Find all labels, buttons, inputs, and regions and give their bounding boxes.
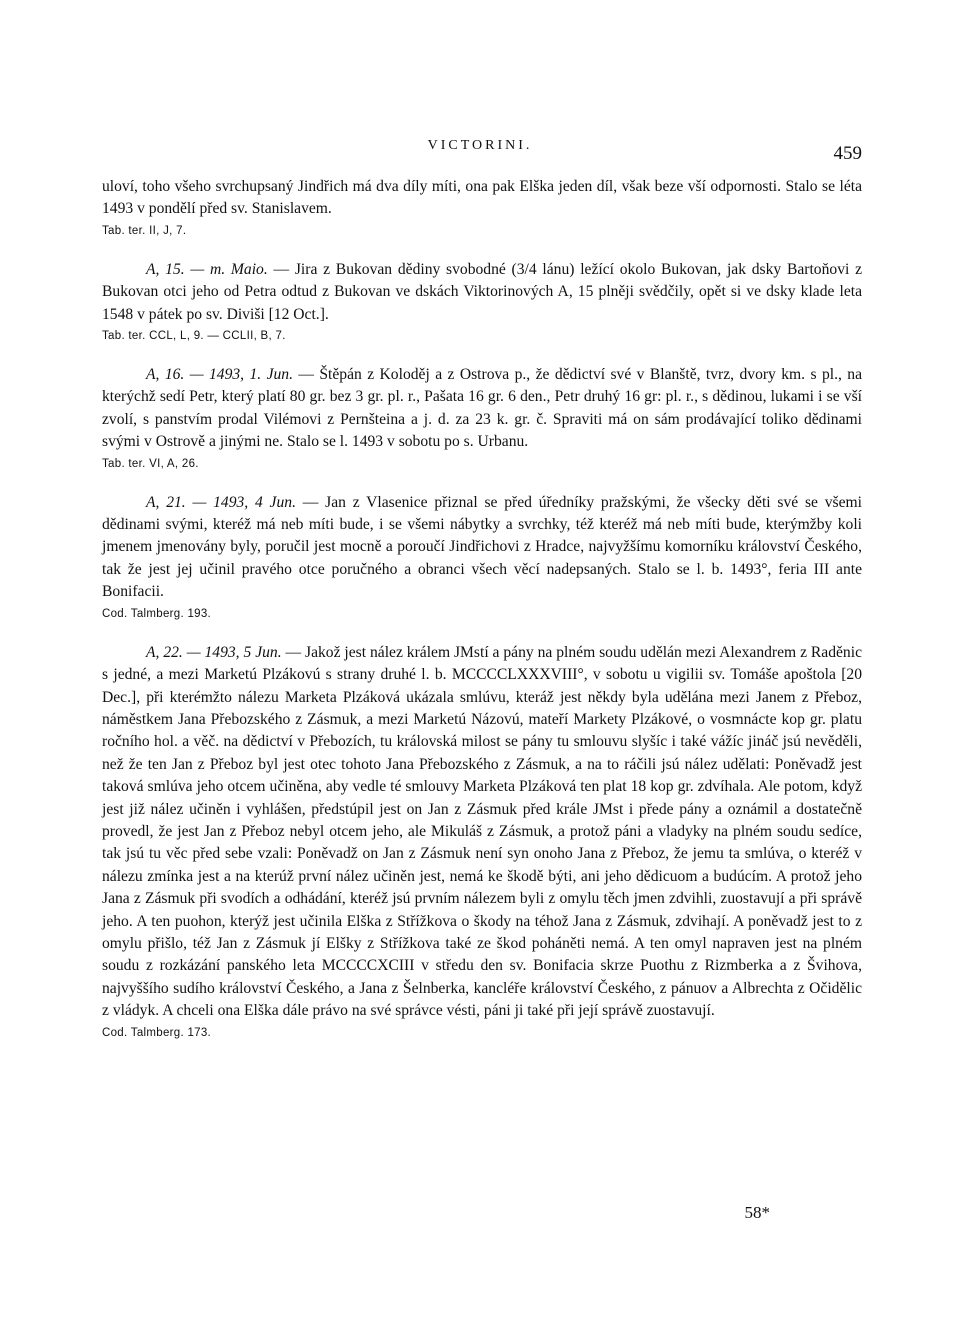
entry-continuation-text: uloví, toho všeho svrchupsaný Jindřich má dva díly míti, ona pak Elška jeden díl, však beze vší odpornosti. Stalo se léta 1493 v pondělí před sv. Stanislavem. <box>102 178 862 218</box>
entry-a15 <box>102 259 862 326</box>
entry-text: — Jan z Vlasenice přiznal se před úředníky pražskými, že všecky děti své se všemi dědinami svými, kteréž má neb míti bude, i se všemi nábytky a svrchky, též kteréž má neb míti bude, kterýmžby koli jmenem jmenovány byly, poručil jest mocně a poroučí Jindřichovi z Hradce, najvyžšímu komorníku království Českého, tak že jest jej učinil pravého otce poručného a obranci všech věcí nadepsaných. Stalo se l. b. 1493°, feria III ante Bonifacii. <box>102 493 862 601</box>
page-body <box>102 176 862 1043</box>
entry-heading: A, 16. — 1493, 1. Jun. <box>146 366 293 384</box>
entry-source: Tab. ter. VI, A, 26. <box>102 457 199 470</box>
entry-a22 <box>102 642 862 1023</box>
entry-heading: A, 15. — m. Maio. <box>146 260 268 278</box>
page-number: 459 <box>833 143 862 164</box>
entry-heading: A, 22. — 1493, 5 Jun. <box>146 643 282 661</box>
entry-source: Cod. Talmberg. 193. <box>102 607 212 620</box>
entry-a16 <box>102 364 862 454</box>
entry-text: — Jira z Bukovan dědiny svobodné (3/4 lánu) ležící okolo Bukovan, jak dsky Bartoňovi z Bukovan otci jeho od Petra odtud z Bukovan ve dskách Viktorinových A, 15 plněji svědčily, opět si ve dsky klade leta 1548 v pátek po sv. Diviši [12 Oct.]. <box>102 260 862 323</box>
signature-mark: 58* <box>744 1203 770 1222</box>
entry-text: — Štěpán z Koloděj a z Ostrova p., že dědictví své v Blanště, tvrz, dvory km. s pl., na kterýchž sedí Petr, který platí 80 gr. bez 3 gr. pl. r., Pašata 16 gr. 6 den., Petr druhý 16 gr: pl. r., s dědinou, lukami i se vší zvolí, s panstvím prodal Vilémovi z Pernšteina a j. d. za 23 k. gr. č. Spraviti má on sám prodávající toliko dědinami svými v Ostrově a jinými ne. Stalo se l. 1493 v sobotu po s. Urbanu. <box>102 366 862 451</box>
entry-text: — Jakož jest nález králem JMstí a pány na plném soudu udělán mezi Alexandrem z Raděnic s jedné, a mezi Marketú Plzákovú s strany druhé l. b. MCCCCLXXXVIII°, v sobotu u vigilii sv. Tomáše apoštola [20 Dec.], při kterémžto nálezu Marketa Plzáková ukázala smlúvu, kteráž jest někdy byla udělána mezi Janem z Přeboz, náměstkem Jana Přebozského z Zásmuk, a mezi Marketú Názovú, mateří Markety Plzákové, o vosmnácte kop gr. platu ročního hol. a věč. na dědictví v Přebozích, tu královská milost se pány tu smlouvu slyšíc i také vážíc jináč jsú nevěděli, než že ten Jan z Přeboz byl jest otec tohoto Jana Přebozského z Zásmuk, a na to ráčili jsú nález udělati: Poněvadž jest taková smlúva jeho otcem učiněna, aby vedle té smlouvy Marketa Plzáková ten plat 18 kop gr. zdvíhala. Ale potom, když jest již nález učiněn i vyhlášen, předstúpil jest on Jan z Zásmuk před krále JMst i přede pány a oznámil a dostatečně provedl, že jest Jan z Přeboz nebyl otcem jeho, ale Mikuláš z Zásmuk, a protož páni a vladyky na plném soudu sedíce, tak jsú tu věc před sebe vzali: Poněvadž on Jan z Zásmuk není syn onoho Jana z Přeboz, že jemu ta smlúva, o kteréž v nálezu zmínka jest a na kterúž první nález učiněn jest, nemá ke škodě býti, ani jeho dědicuom a budúcím. A protož jeho Jana z Zásmuk při svodích a odhádání, kteréž jsú prvním nálezem byli z omylu těch jmen zdvihli, zuostavují a při správě jeho. A ten puohon, kterýž jest učinila Elška z Střížkova o škody na téhož Jana z Zásmuk, zdvihají. A poněvadž jest to z omylu přišlo, též Jan z Zásmuk jí Elšky z Střížkova také ze škod poháněti nemá. A ten omyl napraven jest na plném soudu z rozkázání panského leta MCCCCXCIII v středu den sv. Bonifacia skrze Puothu z Rizmberka a z Švihova, najvyššího sudího království Českého, a Jana z Šelnberka, kancléře království Českého, z pánuov a Albrechta z Očidělic z vládyk. A chceli ona Elška dále právo na své správce vésti, páni ji také při její správě zuostavují. <box>102 643 862 1020</box>
entry-a21 <box>102 492 862 604</box>
entry-source: Tab. ter. CCL, L, 9. — CCLII, B, 7. <box>102 330 286 343</box>
running-title: VICTORINI. <box>427 138 533 153</box>
entry-source: Tab. ter. II, J, 7. <box>102 224 187 237</box>
entry-heading: A, 21. — 1493, 4 Jun. <box>146 493 296 511</box>
entry-source: Cod. Talmberg. 173. <box>102 1026 212 1039</box>
